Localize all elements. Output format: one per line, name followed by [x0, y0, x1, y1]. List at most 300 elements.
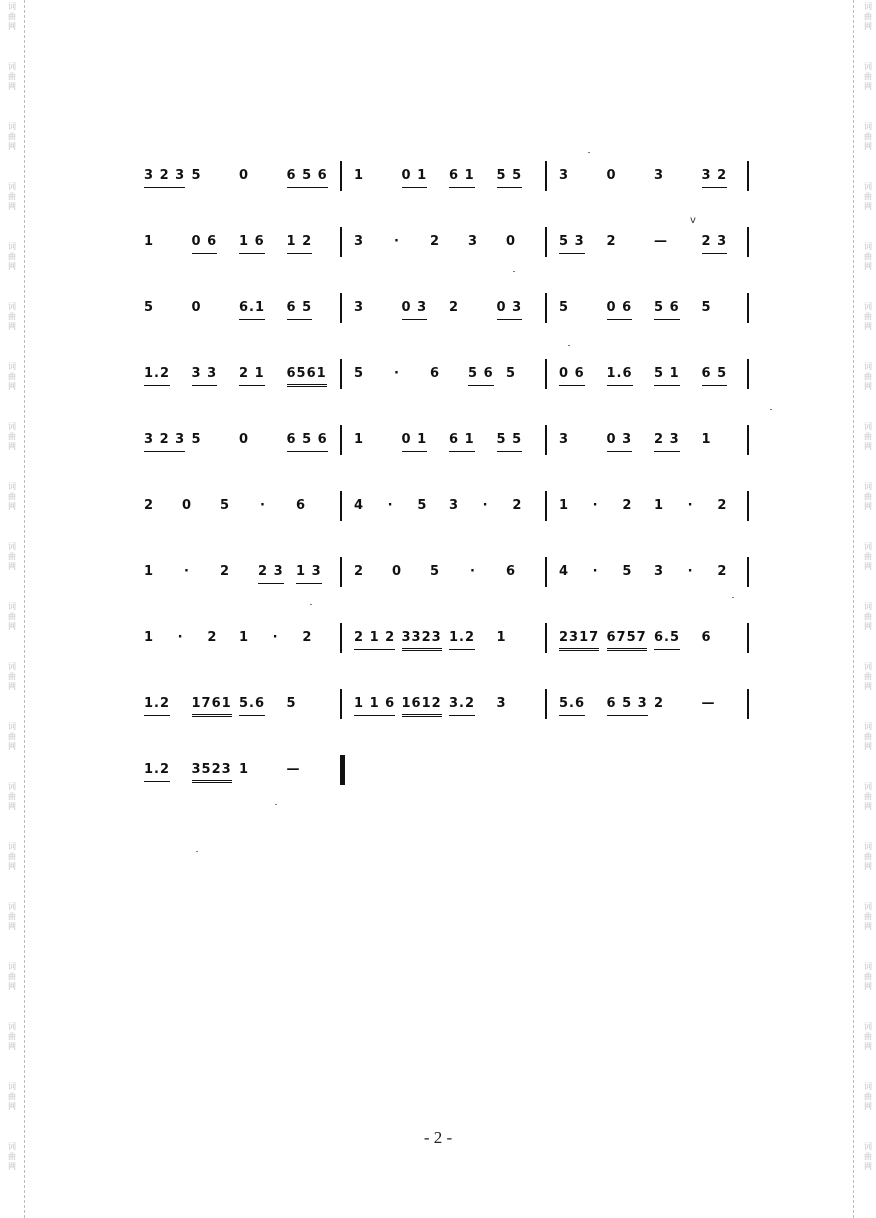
watermark-glyph: 网 — [864, 1162, 872, 1171]
note-group: 5 — [622, 564, 633, 579]
measure — [350, 419, 540, 459]
note-group: 3 2 — [702, 169, 728, 188]
note-group: 5 — [417, 498, 428, 513]
duration-dot: · — [482, 498, 489, 513]
watermark-glyph: 网 — [864, 22, 872, 31]
measure — [555, 155, 745, 195]
watermark-group — [4, 2, 20, 62]
note-group: 1.6 — [607, 367, 633, 386]
note-group: 0 1 — [402, 169, 428, 188]
watermark-glyph: 网 — [864, 82, 872, 91]
barline — [545, 227, 547, 257]
note-group: 6.1 — [239, 301, 265, 320]
watermark-glyph: 网 — [864, 742, 872, 751]
watermark-glyph: 曲 — [8, 312, 16, 321]
watermark-glyph: 网 — [8, 82, 16, 91]
watermark-glyph: 词 — [864, 962, 872, 971]
note-group: 1.2 — [144, 763, 170, 782]
note-group: 0 — [182, 498, 193, 513]
note-group: 3323 — [402, 631, 442, 651]
measure — [350, 683, 540, 723]
watermark-glyph: 网 — [8, 322, 16, 331]
watermark-glyph: 曲 — [864, 252, 872, 261]
note-group: 1 — [496, 630, 507, 645]
note-group: 1 — [144, 630, 155, 645]
watermark-group — [860, 962, 876, 1022]
barline — [545, 293, 547, 323]
note-group: 2 1 — [239, 367, 265, 386]
watermark-glyph: 曲 — [8, 552, 16, 561]
note-group: 5 6 — [468, 367, 494, 386]
watermark-glyph: 词 — [864, 362, 872, 371]
measure — [350, 485, 540, 525]
watermark-glyph: 网 — [8, 262, 16, 271]
note-group: 2 — [622, 498, 633, 513]
watermark-glyph: 曲 — [8, 372, 16, 381]
duration-dot: · — [184, 564, 190, 579]
note-group: 1 6 — [239, 235, 265, 254]
note-group: 1 — [239, 762, 250, 777]
watermark-glyph: 词 — [8, 902, 16, 911]
measure — [140, 683, 330, 723]
note-group: 5 5 — [497, 169, 523, 188]
barline — [747, 425, 749, 455]
score-row — [130, 485, 760, 551]
watermark-glyph: 词 — [8, 542, 16, 551]
watermark-glyph: 曲 — [864, 72, 872, 81]
duration-dot: · — [592, 564, 599, 579]
note-group: 5.6 — [239, 697, 265, 716]
left-watermark-column — [4, 0, 20, 1202]
watermark-glyph: 网 — [8, 502, 16, 511]
note-group: 2 — [606, 234, 617, 249]
watermark-glyph: 网 — [864, 442, 872, 451]
barline — [340, 689, 342, 719]
watermark-group — [4, 482, 20, 542]
barline — [747, 689, 749, 719]
barline — [545, 623, 547, 653]
watermark-glyph: 曲 — [864, 1092, 872, 1101]
barline — [545, 491, 547, 521]
note-group: 5 — [191, 432, 202, 447]
watermark-glyph: 曲 — [8, 132, 16, 141]
note-group: 3 — [354, 234, 365, 249]
note-group: 3 3 — [192, 367, 218, 386]
watermark-group — [4, 182, 20, 242]
scan-speck — [275, 804, 277, 805]
watermark-glyph: 词 — [864, 1142, 872, 1151]
watermark-glyph: 网 — [864, 982, 872, 991]
watermark-glyph: 曲 — [864, 492, 872, 501]
note-group: 6 5 6 — [287, 433, 328, 452]
watermark-glyph: 曲 — [8, 792, 16, 801]
watermark-glyph: 网 — [864, 142, 872, 151]
watermark-glyph: 网 — [8, 682, 16, 691]
right-dashed-rule — [853, 0, 854, 1218]
scan-speck — [732, 597, 734, 598]
note-group: 3 — [654, 168, 665, 183]
measure — [350, 551, 540, 591]
note-group: 2 — [654, 696, 665, 711]
watermark-glyph: 曲 — [8, 912, 16, 921]
watermark-glyph: 曲 — [864, 552, 872, 561]
note-group: 3 2 3 — [144, 169, 185, 188]
note-group: 5 5 — [497, 433, 523, 452]
note-group: 0 — [606, 168, 617, 183]
watermark-glyph: 网 — [8, 1042, 16, 1051]
barline — [340, 623, 342, 653]
note-group: 3 — [559, 168, 570, 183]
watermark-glyph: 曲 — [864, 912, 872, 921]
watermark-glyph: 曲 — [864, 612, 872, 621]
note-group: 2 — [207, 630, 218, 645]
duration-dot: · — [394, 234, 400, 249]
barline — [340, 227, 342, 257]
right-watermark-column — [860, 0, 876, 1202]
note-group: 2 — [512, 498, 523, 513]
duration-dot: · — [470, 564, 476, 579]
watermark-glyph: 词 — [864, 122, 872, 131]
watermark-glyph: 网 — [864, 682, 872, 691]
measure — [140, 617, 330, 657]
watermark-glyph: 词 — [8, 842, 16, 851]
note-group: 2 — [302, 630, 313, 645]
note-group: 1 2 — [287, 235, 313, 254]
note-group: 5 1 — [654, 367, 680, 386]
note-group: 6 1 — [449, 433, 475, 452]
barline — [747, 557, 749, 587]
extension-dash: — — [701, 696, 716, 711]
measure — [555, 287, 745, 327]
watermark-group — [4, 1142, 20, 1202]
note-group: 2 — [144, 498, 155, 513]
watermark-glyph: 网 — [864, 382, 872, 391]
note-group: 0 — [392, 564, 403, 579]
jianpu-score — [130, 155, 760, 815]
note-group: 5 — [220, 498, 231, 513]
score-row — [130, 287, 760, 353]
note-group: 3523 — [192, 763, 232, 783]
note-group: 3 — [354, 300, 365, 315]
note-group: 5 — [354, 366, 365, 381]
watermark-group — [860, 782, 876, 842]
watermark-group — [4, 242, 20, 302]
watermark-glyph: 网 — [864, 622, 872, 631]
watermark-group — [4, 362, 20, 422]
note-group: 2 — [449, 300, 460, 315]
note-group: 5 — [430, 564, 441, 579]
watermark-group — [4, 122, 20, 182]
watermark-group — [4, 782, 20, 842]
measure — [350, 287, 540, 327]
extension-dash: — — [654, 234, 668, 249]
watermark-group — [4, 902, 20, 962]
note-group: 1 — [654, 498, 665, 513]
score-row — [130, 155, 760, 221]
watermark-glyph: 网 — [8, 862, 16, 871]
watermark-group — [4, 542, 20, 602]
watermark-glyph: 网 — [8, 142, 16, 151]
watermark-glyph: 网 — [864, 502, 872, 511]
scan-speck — [513, 271, 515, 272]
watermark-glyph: 词 — [8, 782, 16, 791]
watermark-group — [860, 2, 876, 62]
measure — [140, 551, 330, 591]
barline — [340, 359, 342, 389]
watermark-glyph: 曲 — [8, 1152, 16, 1161]
watermark-group — [860, 362, 876, 422]
watermark-glyph: 词 — [864, 542, 872, 551]
watermark-group — [4, 62, 20, 122]
measure — [140, 287, 330, 327]
scan-speck — [588, 152, 590, 153]
barline — [340, 425, 342, 455]
note-group: 0 3 — [402, 301, 428, 320]
watermark-group — [4, 422, 20, 482]
measure — [555, 485, 745, 525]
watermark-glyph: 网 — [8, 742, 16, 751]
note-group: 3 — [449, 498, 460, 513]
measure — [350, 221, 540, 261]
score-row — [130, 749, 760, 815]
note-group: 0 6 — [607, 301, 633, 320]
duration-dot: · — [387, 498, 394, 513]
measure — [555, 221, 745, 261]
score-row — [130, 551, 760, 617]
note-group: 3.2 — [449, 697, 475, 716]
watermark-glyph: 曲 — [864, 852, 872, 861]
note-group: 5 — [506, 366, 517, 381]
watermark-glyph: 曲 — [8, 672, 16, 681]
note-group: 6 1 — [449, 169, 475, 188]
watermark-group — [860, 122, 876, 182]
measure — [140, 749, 330, 789]
note-group: 2 3 — [258, 565, 284, 584]
note-group: 1 — [144, 564, 155, 579]
barline — [340, 491, 342, 521]
note-group: 2 1 2 — [354, 631, 395, 650]
watermark-glyph: 网 — [864, 202, 872, 211]
duration-dot: · — [260, 498, 266, 513]
watermark-glyph: 曲 — [864, 12, 872, 21]
note-group: 2 — [430, 234, 441, 249]
note-group: 1.2 — [144, 367, 170, 386]
note-group: 2317 — [559, 631, 599, 651]
watermark-glyph: 网 — [8, 982, 16, 991]
measure — [350, 155, 540, 195]
note-group: 2 — [717, 564, 728, 579]
watermark-glyph: 词 — [8, 62, 16, 71]
watermark-glyph: 词 — [8, 722, 16, 731]
watermark-glyph: 词 — [864, 1022, 872, 1031]
watermark-glyph: 曲 — [8, 192, 16, 201]
watermark-group — [860, 482, 876, 542]
watermark-group — [860, 662, 876, 722]
watermark-glyph: 曲 — [864, 1032, 872, 1041]
measure — [350, 353, 540, 393]
note-group: 0 6 — [559, 367, 585, 386]
barline — [747, 359, 749, 389]
watermark-glyph: 网 — [864, 262, 872, 271]
watermark-glyph: 词 — [8, 182, 16, 191]
measure — [140, 419, 330, 459]
watermark-glyph: 词 — [8, 662, 16, 671]
watermark-group — [860, 302, 876, 362]
watermark-glyph: 网 — [8, 1102, 16, 1111]
note-group: 0 3 — [497, 301, 523, 320]
watermark-group — [4, 662, 20, 722]
watermark-group — [860, 542, 876, 602]
watermark-glyph: 网 — [8, 202, 16, 211]
watermark-glyph: 词 — [864, 242, 872, 251]
watermark-glyph: 词 — [8, 422, 16, 431]
score-row — [130, 419, 760, 485]
duration-dot: · — [177, 630, 184, 645]
note-group: 3 2 3 — [144, 433, 185, 452]
barline — [747, 227, 749, 257]
note-group: 3 — [468, 234, 479, 249]
watermark-glyph: 词 — [8, 122, 16, 131]
watermark-glyph: 词 — [8, 302, 16, 311]
note-group: 1 — [354, 432, 365, 447]
note-group: 1 — [144, 234, 155, 249]
barline — [545, 161, 547, 191]
duration-dot: · — [394, 366, 400, 381]
note-group: 5 — [559, 300, 570, 315]
barline — [545, 359, 547, 389]
measure — [140, 353, 330, 393]
watermark-glyph: 词 — [864, 902, 872, 911]
note-group: 6757 — [607, 631, 647, 651]
score-row — [130, 617, 760, 683]
note-group: 6 — [296, 498, 307, 513]
duration-dot: · — [687, 498, 694, 513]
watermark-group — [860, 842, 876, 902]
watermark-group — [860, 62, 876, 122]
note-group: 5.6 — [559, 697, 585, 716]
watermark-group — [4, 302, 20, 362]
measure — [555, 419, 745, 459]
barline — [545, 557, 547, 587]
note-group: 4 — [559, 564, 570, 579]
watermark-glyph: 网 — [864, 862, 872, 871]
watermark-group — [860, 722, 876, 782]
watermark-glyph: 词 — [864, 302, 872, 311]
note-group: 4 — [354, 498, 365, 513]
barline — [747, 293, 749, 323]
watermark-glyph: 词 — [8, 1022, 16, 1031]
watermark-glyph: 曲 — [864, 132, 872, 141]
note-group: 2 3 — [702, 235, 728, 254]
watermark-glyph: 曲 — [864, 372, 872, 381]
note-group: 1 — [354, 168, 365, 183]
note-group: 0 — [239, 168, 250, 183]
note-group: 2 — [220, 564, 231, 579]
watermark-glyph: 网 — [864, 562, 872, 571]
watermark-glyph: 词 — [8, 2, 16, 11]
note-group: 1 — [559, 498, 570, 513]
barline — [545, 425, 547, 455]
note-group: 6 5 3 — [607, 697, 648, 716]
watermark-group — [860, 902, 876, 962]
watermark-group — [4, 962, 20, 1022]
watermark-group — [860, 182, 876, 242]
watermark-glyph: 曲 — [8, 732, 16, 741]
score-row — [130, 353, 760, 419]
watermark-group — [860, 1142, 876, 1202]
watermark-glyph: 词 — [8, 482, 16, 491]
watermark-glyph: 词 — [8, 362, 16, 371]
note-group: 1 1 6 — [354, 697, 395, 716]
watermark-glyph: 曲 — [864, 732, 872, 741]
note-group: 5 6 — [654, 301, 680, 320]
watermark-glyph: 网 — [864, 322, 872, 331]
watermark-glyph: 词 — [864, 2, 872, 11]
duration-dot: · — [272, 630, 279, 645]
watermark-glyph: 曲 — [8, 612, 16, 621]
barline — [747, 161, 749, 191]
watermark-glyph: 曲 — [8, 492, 16, 501]
watermark-group — [860, 242, 876, 302]
watermark-group — [860, 422, 876, 482]
watermark-glyph: 词 — [864, 842, 872, 851]
measure — [140, 155, 330, 195]
note-group: 6561 — [287, 367, 327, 387]
measure — [555, 353, 745, 393]
score-row — [130, 683, 760, 749]
watermark-glyph: 词 — [864, 62, 872, 71]
watermark-glyph: 网 — [864, 922, 872, 931]
note-group: 1.2 — [449, 631, 475, 650]
watermark-glyph: 曲 — [864, 792, 872, 801]
watermark-glyph: 曲 — [864, 192, 872, 201]
watermark-glyph: 词 — [864, 422, 872, 431]
note-group: 5 3 — [559, 235, 585, 254]
watermark-glyph: 词 — [864, 602, 872, 611]
note-group: 0 — [506, 234, 517, 249]
watermark-glyph: 网 — [8, 922, 16, 931]
watermark-glyph: 网 — [8, 382, 16, 391]
measure — [140, 221, 330, 261]
note-group: 0 1 — [402, 433, 428, 452]
watermark-glyph: 网 — [8, 1162, 16, 1171]
note-group: 2 — [354, 564, 365, 579]
watermark-glyph: 网 — [864, 1042, 872, 1051]
measure — [350, 617, 540, 657]
note-group: 6 — [506, 564, 517, 579]
watermark-glyph: 词 — [864, 662, 872, 671]
duration-dot: · — [687, 564, 694, 579]
barline — [340, 161, 342, 191]
note-group: 5 — [191, 168, 202, 183]
watermark-glyph: 网 — [864, 802, 872, 811]
barline — [747, 623, 749, 653]
watermark-glyph: 网 — [8, 442, 16, 451]
page-number: - 2 - — [423, 1128, 453, 1147]
duration-dot: · — [592, 498, 599, 513]
note-group: 6 5 — [702, 367, 728, 386]
note-group: 1761 — [192, 697, 232, 717]
watermark-group — [860, 602, 876, 662]
note-group: 1 — [701, 432, 712, 447]
note-group: 6.5 — [654, 631, 680, 650]
watermark-group — [4, 602, 20, 662]
watermark-glyph: 词 — [864, 782, 872, 791]
watermark-glyph: 网 — [8, 22, 16, 31]
note-group: 6 — [701, 630, 712, 645]
note-group: 1 — [239, 630, 250, 645]
watermark-glyph: 词 — [864, 1082, 872, 1091]
